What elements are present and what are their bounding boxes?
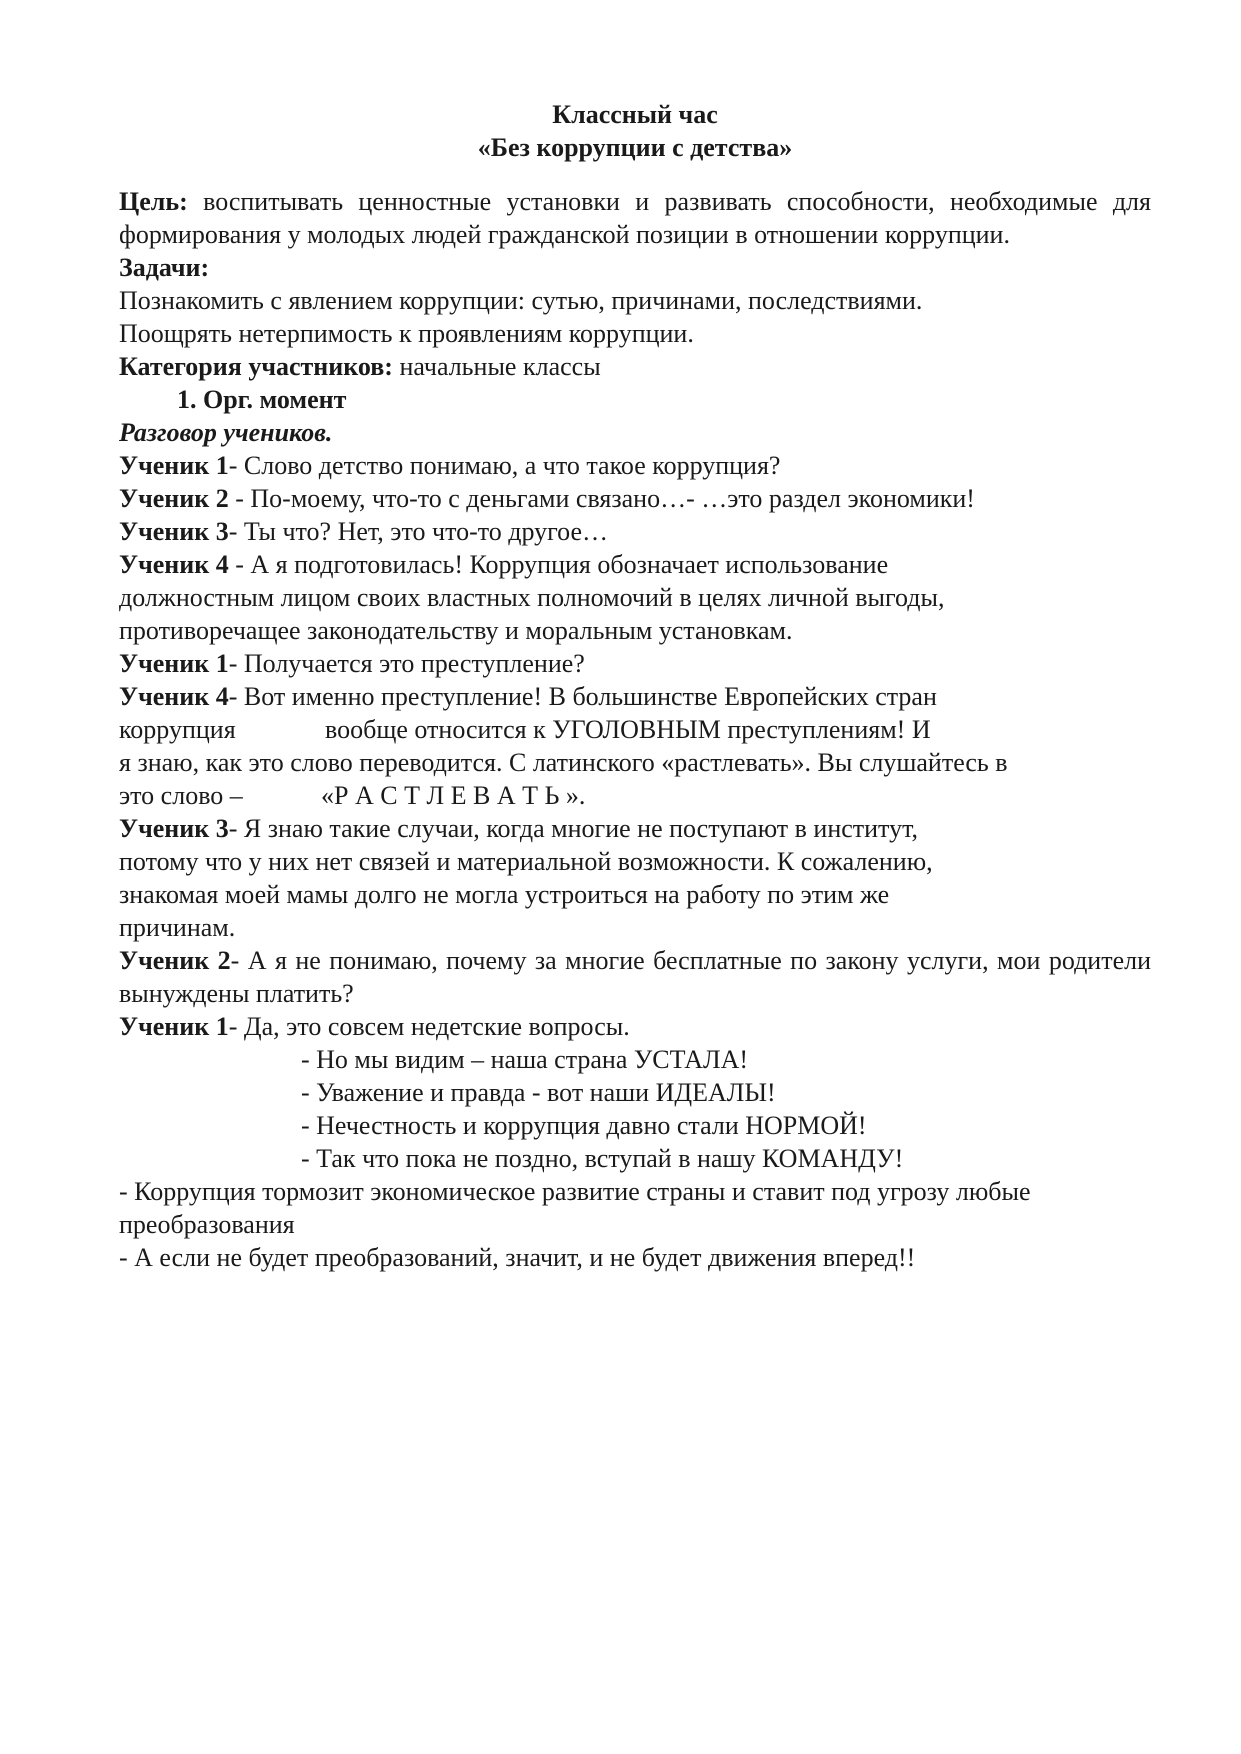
speaker-label: Ученик 2 [119, 946, 231, 975]
speech-text: - Ты что? Нет, это что-то другое… [228, 517, 609, 546]
dialogue-line: я знаю, как это слово переводится. С латинского «растлевать». Вы слушайтесь в [119, 748, 1008, 777]
dialogue-block-student3 [119, 812, 1151, 944]
speaker-label: Ученик 2 [119, 484, 236, 513]
dialogue-line [119, 713, 1151, 746]
speech-text: - Получается это преступление? [228, 649, 585, 678]
dialogue-line [119, 647, 1151, 680]
dialogue-line [119, 944, 1151, 1010]
tasks-label: Задачи: [119, 253, 210, 282]
dialogue-line [119, 812, 1151, 845]
title-block [119, 98, 1151, 164]
dialogue-line [119, 548, 1019, 647]
poem-line: - Уважение и правда - вот наши ИДЕАЛЫ! [301, 1078, 776, 1107]
speech-text: - А я не понимаю, почему за многие бесплатные по закону услуги, мои родители вынуждены платить? [119, 946, 1152, 1008]
category-paragraph [119, 350, 1151, 383]
document-body [119, 98, 1151, 1274]
dialogue-line [119, 515, 1151, 548]
speech-text: - Слово детство понимаю, а что такое коррупция? [228, 451, 781, 480]
poem-line: - Нечестность и коррупция давно стали НОРМОЙ! [301, 1111, 867, 1140]
speech-text: вообще относится к УГОЛОВНЫМ преступлениям! И [325, 715, 931, 744]
dialogue-line [119, 482, 1151, 515]
speech-text: - Я знаю такие случаи, когда многие не поступают в институт, [228, 814, 918, 843]
goal-paragraph [119, 185, 1151, 251]
task-item: Познакомить с явлением коррупции: сутью, причинами, последствиями. [119, 286, 923, 315]
dialogue-line [119, 449, 1151, 482]
document-title: Классный час [552, 100, 718, 129]
closing-line: - А если не будет преобразований, значит, и не будет движения вперед!! [119, 1243, 916, 1272]
dialogue-heading: Разговор учеников. [119, 418, 333, 447]
spelled-word: «Р А С Т Л Е В А Т Ь ». [321, 781, 586, 810]
speech-text: - По-моему, что-то с деньгами связано…- …это раздел экономики! [235, 484, 975, 513]
speaker-label: Ученик 1 [119, 451, 229, 480]
speaker-label: Ученик 1 [119, 649, 229, 678]
closing-line: - Коррупция тормозит экономическое развитие страны и ставит под угрозу любые преобразования [119, 1177, 1031, 1239]
dialogue-line: знакомая моей мамы долго не могла устроиться на работу по этим же [119, 880, 890, 909]
section-heading: 1. Орг. момент [177, 385, 347, 414]
goal-label: Цель: [119, 187, 188, 216]
goal-text: воспитывать ценностные установки и развивать способности, необходимые для формирования у молодых людей гражданской позиции в отношении коррупции. [119, 187, 1151, 249]
speech-text: это слово – [119, 781, 243, 810]
category-text: начальные классы [392, 352, 601, 381]
speech-text: - Вот именно преступление! В большинстве Европейских стран [228, 682, 937, 711]
speaker-label: Ученик 4 [119, 682, 229, 711]
speech-text: коррупция [119, 715, 236, 744]
dialogue-block-student4 [119, 680, 1151, 812]
poem-block [119, 1043, 1151, 1175]
speech-text: - А я подготовилась! Коррупция обозначает использование должностным лицом своих властных полномочий в целях личной выгоды, противоречащее законодательству и моральным установкам. [119, 550, 945, 645]
speaker-label: Ученик 4 [119, 550, 236, 579]
task-item: Поощрять нетерпимость к проявлениям коррупции. [119, 319, 694, 348]
category-label: Категория участников: [119, 352, 393, 381]
dialogue-line [119, 1010, 1151, 1043]
speech-text: - Да, это совсем недетские вопросы. [228, 1012, 630, 1041]
poem-line: - Но мы видим – наша страна УСТАЛА! [301, 1045, 749, 1074]
speaker-label: Ученик 3 [119, 814, 229, 843]
dialogue-line: причинам. [119, 913, 236, 942]
dialogue-line [119, 680, 1151, 713]
speaker-label: Ученик 3 [119, 517, 229, 546]
dialogue-line [119, 779, 1151, 812]
document-subtitle: «Без коррупции с детства» [477, 133, 793, 162]
dialogue-line: потому что у них нет связей и материальной возможности. К сожалению, [119, 847, 933, 876]
poem-line: - Так что пока не поздно, вступай в нашу КОМАНДУ! [301, 1144, 904, 1173]
speaker-label: Ученик 1 [119, 1012, 229, 1041]
